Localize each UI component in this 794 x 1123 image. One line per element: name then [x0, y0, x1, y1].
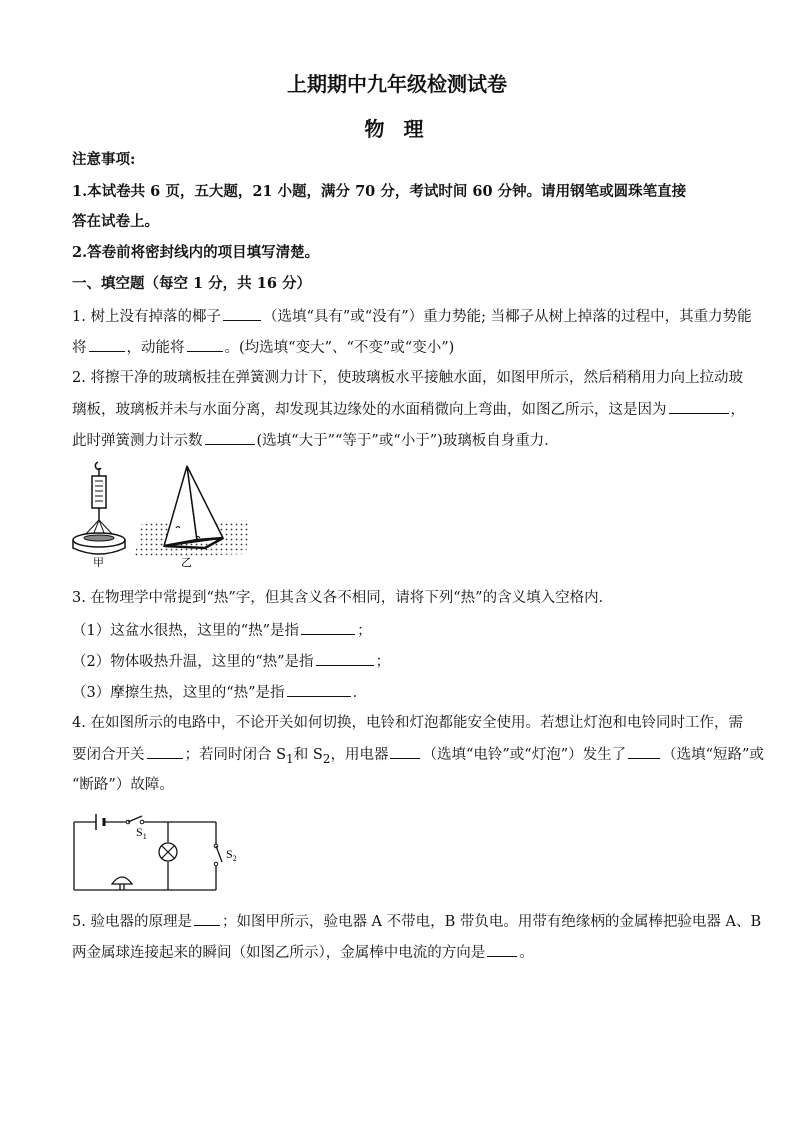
bell-icon: [112, 877, 132, 890]
q4-text: ，用电器: [330, 747, 389, 763]
answer-blank[interactable]: [316, 651, 374, 666]
q3-text: （2）物体吸热升温，这里的“热”是指: [72, 654, 314, 670]
switch-s2-label: $S_2$: [226, 847, 237, 863]
switch-s1-label: $S_1$: [136, 825, 147, 841]
q2-text: 此时弹簧测力计示数: [72, 433, 203, 449]
answer-blank[interactable]: [669, 399, 729, 414]
answer-blank[interactable]: [147, 744, 183, 759]
answer-blank[interactable]: [301, 620, 355, 635]
figure-label-yi: 乙: [181, 556, 192, 569]
exam-title: 上期期中九年级检测试卷: [287, 72, 507, 96]
figure-glass-plate: [70, 458, 260, 570]
battery-icon: [96, 814, 104, 830]
switch-s2-icon: [214, 844, 222, 866]
q1-text: 。(均选填“变大”、“不变”或“变小”): [224, 340, 455, 356]
q3-text: ．: [352, 685, 368, 701]
q5-text: 。: [519, 945, 534, 961]
q4-text: （选填“短路”或: [662, 747, 764, 763]
q4-text: 要闭合开关: [72, 747, 145, 763]
answer-blank[interactable]: [89, 337, 125, 352]
question-1-line-1: [72, 306, 752, 327]
subscript: 2: [322, 751, 331, 766]
question-5-line-2: [72, 942, 722, 963]
answer-blank[interactable]: [628, 744, 660, 759]
q5-text: 5. 验电器的原理是: [72, 914, 192, 930]
switch-s1-icon: [126, 816, 144, 824]
q3-text: （3）摩擦生热，这里的“热”是指: [72, 685, 285, 701]
answer-blank[interactable]: [390, 744, 420, 759]
figure-circuit: [68, 808, 258, 898]
answer-blank[interactable]: [287, 682, 351, 697]
q5-text: ；如图甲所示，验电器 A 不带电，B 带负电。用带有绝缘柄的金属棒把验电器 A、B: [221, 914, 762, 930]
question-5-line-1: [72, 911, 762, 932]
question-4-line-3: “断路”）故障。: [72, 777, 174, 793]
question-2-line-3: [72, 430, 722, 451]
q3-text: （1）这盆水很热，这里的“热”是指: [72, 623, 300, 639]
answer-blank[interactable]: [223, 306, 261, 321]
subscript: 1: [286, 751, 294, 766]
q1-text: 1. 树上没有掉落的椰子: [72, 309, 221, 325]
q2-text: ，: [730, 402, 745, 418]
answer-blank[interactable]: [205, 430, 255, 445]
q2-text: (选填“大于”“等于”或“小于”)玻璃板自身重力．: [256, 433, 559, 449]
q1-text: 将: [72, 340, 87, 356]
subject-title: 物 理: [364, 117, 430, 141]
question-3-item-1: [72, 620, 722, 641]
question-2-line-2: [72, 399, 745, 420]
notes-item-1: 1.本试卷共 6 页，五大题，21 小题，满分 70 分，考试时间 60 分钟。请用钢笔或圆珠笔直接: [72, 183, 687, 200]
q2-text: 璃板，玻璃板并未与水面分离，却发现其边缘处的水面稍微向上弯曲，如图乙所示，这是因为: [72, 402, 667, 418]
answer-blank[interactable]: [194, 911, 220, 926]
question-3-item-3: [72, 682, 722, 703]
answer-blank[interactable]: [487, 942, 517, 957]
figure-label-jia: 甲: [93, 556, 104, 569]
answer-blank[interactable]: [187, 337, 223, 352]
q4-text: ；若同时闭合 S: [184, 747, 287, 763]
q5-text: 两金属球连接起来的瞬间（如图乙所示），金属棒中电流的方向是: [72, 945, 486, 961]
question-2-line-1: 2. 将擦干净的玻璃板挂在弹簧测力计下，使玻璃板水平接触水面，如图甲所示，然后稍稍用力向上拉动玻: [72, 370, 743, 386]
notes-item-2: 2.答卷前将密封线内的项目填写清楚。: [72, 244, 320, 261]
q1-text: （选填“具有”或“没有”）重力势能; 当椰子从树上掉落的过程中，其重力势能: [262, 309, 752, 325]
lamp-icon: [159, 843, 177, 861]
question-4-line-1: 4. 在如图所示的电路中，不论开关如何切换，电铃和灯泡都能安全使用。若想让灯泡和电铃同时工作，需: [72, 715, 743, 731]
q3-text: ；: [375, 654, 391, 670]
notes-item-1-cont: 答在试卷上。: [72, 213, 159, 230]
question-3-intro: 3. 在物理学中常提到“热”字，但其含义各不相同，请将下列“热”的含义填入空格内．: [72, 590, 614, 606]
section-1-heading: 一、填空题（每空 1 分，共 16 分）: [72, 275, 311, 292]
q1-text: ，动能将: [126, 340, 185, 356]
figure-jia-spring-scale: [73, 462, 125, 554]
q3-text: ；: [357, 623, 372, 639]
question-1-line-2: [72, 337, 722, 358]
q4-text: （选填“电铃”或“灯泡”）发生了: [422, 747, 627, 763]
question-4-line-2: [72, 744, 764, 769]
notes-heading: 注意事项:: [72, 151, 136, 168]
question-3-item-2: [72, 651, 722, 672]
figure-yi-water-pyramid: [134, 466, 250, 558]
q4-text: 和 S: [293, 747, 323, 763]
